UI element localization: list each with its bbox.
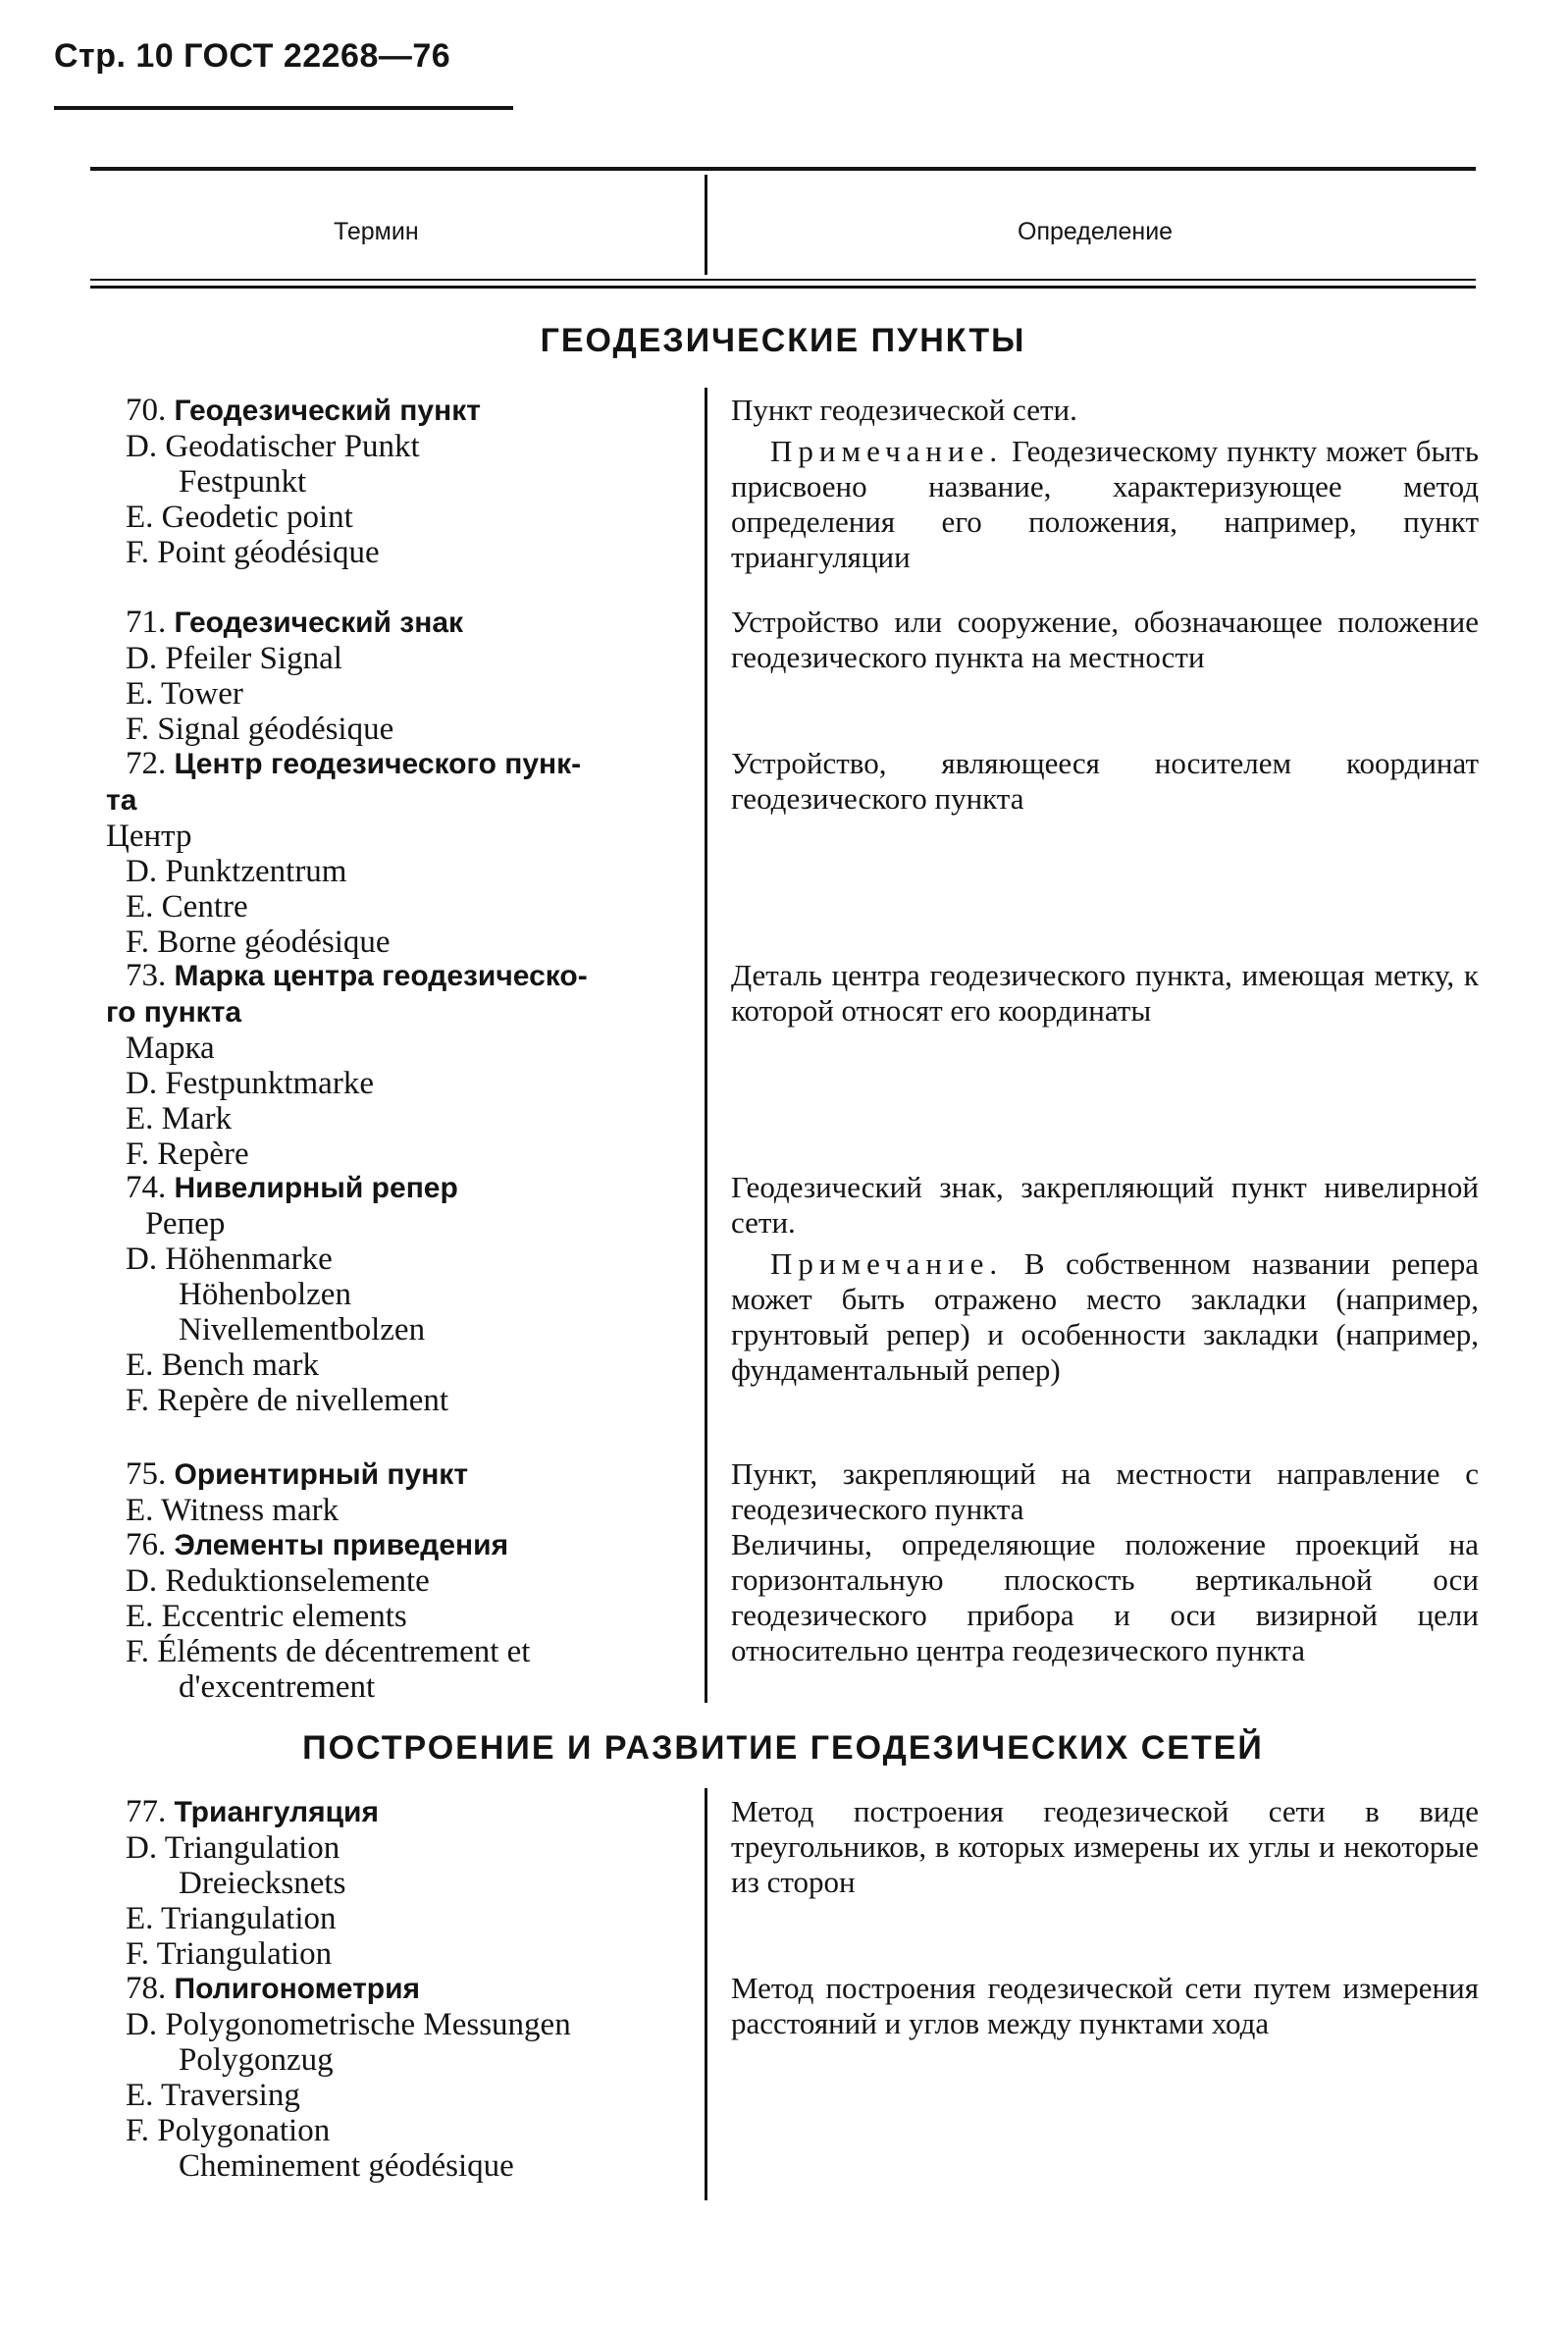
entry-71-term [126, 605, 685, 747]
entry-74-term [126, 1170, 685, 1418]
definition-text: Метод построения геодезической сети в виде треугольников, в которых измерены их углы и некоторые из сторон [731, 1794, 1479, 1899]
definition-text: Геодезический знак, закрепляющий пункт нивелирной сети. [731, 1170, 1479, 1240]
entry-70-definition [731, 393, 1479, 575]
term-variant: Höhenbolzen [179, 1277, 351, 1312]
entry-number: 72. [126, 746, 167, 781]
entry-number: 78. [126, 1971, 167, 2006]
term-variant: F. Point géodésique [126, 535, 380, 570]
note-text: Геодезическому пункту может быть присвоено название, характеризующее метод определения его положения, например, пункт триангуляции [731, 434, 1479, 574]
entry-76-definition [731, 1527, 1479, 1668]
entry-75-definition [731, 1456, 1479, 1527]
term-variant: d'excentrement [179, 1669, 376, 1705]
term-variant: E. Eccentric elements [126, 1599, 407, 1634]
entry-number: 71. [126, 605, 167, 640]
term-name-continuation: го пункта [106, 996, 242, 1029]
table-top-rule [90, 167, 1476, 171]
column-header-term: Термин [334, 218, 419, 245]
term-name: Полигонометрия [174, 1973, 421, 2005]
term-variant: F. Éléments de décentrement et [126, 1634, 531, 1669]
term-synonym: Репер [145, 1206, 226, 1242]
entry-77-definition [731, 1794, 1479, 1900]
term-variant: E. Mark [126, 1101, 233, 1136]
term-variant: D. Pfeiler Signal [126, 641, 342, 676]
section-1-column-divider [705, 388, 707, 1703]
entry-77-term [126, 1794, 685, 1972]
term-variant: F. Signal géodésique [126, 712, 394, 747]
note-label: Примечание. [770, 1246, 1004, 1281]
entry-number: 75. [126, 1456, 167, 1492]
term-variant: D. Reduktionselemente [126, 1563, 430, 1599]
entry-74-definition [731, 1170, 1479, 1388]
entry-72-definition [731, 746, 1479, 817]
term-name: Триангуляция [174, 1796, 379, 1828]
definition-text: Пункт геодезической сети. [731, 393, 1077, 427]
term-name: Элементы приведения [174, 1529, 509, 1561]
term-variant: D. Triangulation [126, 1830, 340, 1866]
column-header-divider [705, 175, 707, 275]
term-name-continuation: та [106, 784, 137, 817]
term-variant: F. Polygonation [126, 2113, 331, 2148]
term-name: Геодезический пункт [174, 395, 481, 427]
term-variant: F. Borne géodésique [126, 925, 391, 960]
term-variant: Dreiecksnets [179, 1866, 346, 1901]
entry-73-definition [731, 958, 1479, 1029]
entry-78-term [126, 1971, 685, 2184]
term-variant: F. Repère [126, 1136, 249, 1172]
term-variant: E. Tower [126, 676, 243, 712]
term-synonym: Центр [106, 819, 192, 854]
term-variant: Nivellementbolzen [179, 1312, 426, 1347]
term-name: Нивелирный репер [174, 1172, 458, 1204]
entry-70-term [126, 393, 685, 570]
definition-text: Метод построения геодезической сети путем измерения расстояний и углов между пунктами хода [731, 1971, 1479, 2040]
entry-number: 74. [126, 1170, 167, 1205]
term-name: Геодезический знак [174, 607, 464, 639]
term-variant: Festpunkt [179, 464, 307, 500]
entry-73-term [106, 958, 685, 1172]
term-name: Ориентирный пункт [174, 1458, 469, 1491]
term-synonym: Марка [126, 1030, 215, 1066]
note-label: Примечание. [770, 434, 1004, 468]
definition-text: Устройство или сооружение, обозначающее положение геодезического пункта на местности [731, 605, 1479, 674]
definition-text: Пункт, закрепляющий на местности направление с геодезического пункта [731, 1456, 1479, 1526]
definition-text: Устройство, являющееся носителем координат геодезического пункта [731, 746, 1479, 816]
section-title-network-construction: ПОСТРОЕНИЕ И РАЗВИТИЕ ГЕОДЕЗИЧЕСКИХ СЕТЕЙ [302, 1729, 1264, 1767]
definition-text: Деталь центра геодезического пункта, имеющая метку, к которой относят его координаты [731, 958, 1479, 1028]
header-underline [54, 106, 513, 110]
term-variant: D. Polygonometrische Messungen [126, 2007, 571, 2042]
entry-number: 73. [126, 958, 167, 993]
term-variant: E. Witness mark [126, 1493, 340, 1528]
entry-71-definition [731, 605, 1479, 675]
term-variant: E. Traversing [126, 2078, 300, 2113]
term-variant: E. Triangulation [126, 1901, 337, 1936]
entry-76-term [126, 1527, 685, 1705]
entry-number: 77. [126, 1794, 167, 1829]
term-variant: D. Festpunktmarke [126, 1066, 374, 1101]
term-variant: E. Centre [126, 889, 248, 925]
note [731, 1246, 1479, 1388]
entry-72-term [106, 746, 685, 960]
term-variant: F. Repère de nivellement [126, 1383, 449, 1418]
note [731, 434, 1479, 575]
term-variant: Cheminement géodésique [179, 2148, 514, 2184]
term-variant: D. Höhenmarke [126, 1242, 333, 1277]
note-text: В собственном названии репера может быть отражено место закладки (например, грунтовый репер) и особенности закладки (например, фундаментальный репер) [731, 1246, 1480, 1387]
section-title-geodetic-points: ГЕОДЕЗИЧЕСКИЕ ПУНКТЫ [540, 322, 1026, 359]
entry-number: 76. [126, 1527, 167, 1562]
term-variant: F. Triangulation [126, 1936, 333, 1972]
header-double-rule-top [90, 279, 1476, 281]
term-variant: E. Bench mark [126, 1347, 320, 1383]
term-variant: Polygonzug [179, 2042, 334, 2078]
term-name: Марка центра геодезическо- [174, 960, 588, 992]
header-double-rule-bottom [90, 286, 1476, 289]
term-name: Центр геодезического пунк- [174, 748, 582, 780]
column-header-definition: Определение [1018, 218, 1174, 245]
entry-75-term [126, 1456, 685, 1528]
entry-78-definition [731, 1971, 1479, 2041]
definition-text: Величины, определяющие положение проекций на горизонтальную плоскость вертикальной оси геодезического прибора и оси визирной цели относительно центра геодезического пункта [731, 1527, 1479, 1667]
term-variant: D. Geodatischer Punkt [126, 429, 420, 464]
page-header: Стр. 10 ГОСТ 22268—76 [54, 37, 451, 75]
entry-number: 70. [126, 393, 167, 428]
section-2-column-divider [705, 1788, 707, 2200]
term-variant: E. Geodetic point [126, 500, 353, 535]
term-variant: D. Punktzentrum [126, 854, 347, 889]
